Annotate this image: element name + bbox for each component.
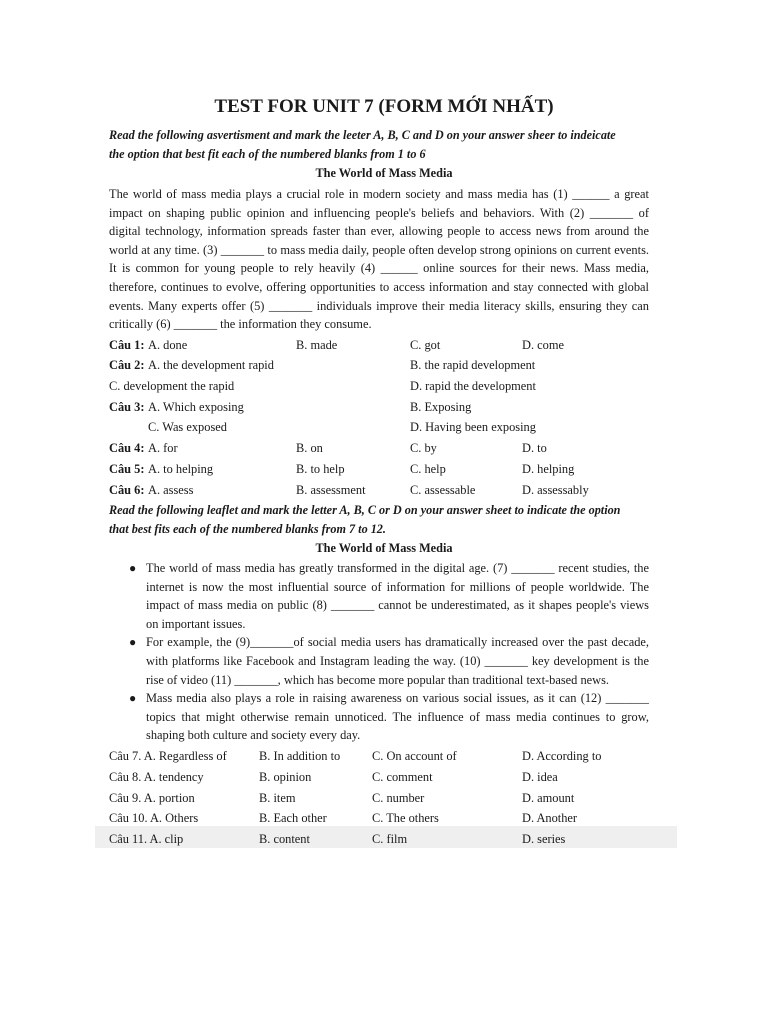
- option-b: B. assessment: [296, 483, 366, 497]
- option-b: B. Each other: [259, 811, 327, 825]
- question-label: Câu 6:: [109, 483, 145, 497]
- option-a: A. to helping: [148, 462, 214, 476]
- question-row: [109, 481, 669, 501]
- option-b: B. item: [259, 791, 296, 805]
- option-d: D. amount: [522, 791, 575, 805]
- option-c: C. number: [372, 791, 425, 805]
- option-c: C. Was exposed: [148, 420, 227, 434]
- question-label: Câu 4:: [109, 441, 145, 455]
- question-label: Câu 3:: [109, 400, 145, 414]
- option-a: Câu 10. A. Others: [109, 811, 199, 825]
- question-label: Câu 1:: [109, 338, 145, 352]
- option-d: D. Another: [522, 811, 578, 825]
- question-row: [109, 460, 669, 480]
- question-row: [109, 398, 669, 418]
- option-d: D. come: [522, 338, 564, 352]
- list-item: [109, 633, 649, 689]
- bullet-icon: ●: [129, 691, 137, 706]
- option-a: Câu 7. A. Regardless of: [109, 749, 227, 763]
- option-b: B. the rapid development: [410, 358, 536, 372]
- option-d: D. assessably: [522, 483, 589, 497]
- list-item: [109, 559, 649, 633]
- option-a: Câu 11. A. clip: [109, 832, 184, 846]
- bullet-text: For example, the (9)_______of social media users has dramatically increased over the past decade, with platforms like Facebook and Instagram leading the way. (10) _______ key development is the rise of video (11) _______, which has become more popular than traditional text-based news.: [146, 635, 649, 687]
- option-b: B. to help: [296, 462, 345, 476]
- option-b: B. content: [259, 832, 310, 846]
- question-row: [109, 768, 669, 788]
- section2-instruction-line1: Read the following leaflet and mark the letter A, B, C or D on your answer sheet to indicate the option: [109, 503, 621, 517]
- option-b: B. Exposing: [410, 400, 472, 414]
- option-c: C. film: [372, 832, 408, 846]
- section1-instruction-line1: Read the following asvertisment and mark the leeter A, B, C and D on your answer sheer to indeicate: [109, 128, 616, 142]
- document-title: TEST FOR UNIT 7 (FORM MỚI NHẤT): [214, 96, 554, 117]
- bullet-icon: ●: [129, 635, 137, 650]
- option-c: C. development the rapid: [109, 379, 235, 393]
- question-row: [109, 830, 669, 850]
- question-row: [109, 356, 669, 376]
- option-d: D. idea: [522, 770, 558, 784]
- option-d: D. Having been exposing: [410, 420, 536, 434]
- question-row: [109, 747, 669, 767]
- option-a: A. the development rapid: [148, 358, 274, 372]
- question-row: [109, 418, 669, 438]
- bullet-text: The world of mass media has greatly transformed in the digital age. (7) _______ recent studies, the internet is now the most influential source of information for millions of people worldwide. The impact of mass media on public (8) _______ cannot be underestimated, as it shapes people's views on important issues.: [146, 561, 649, 631]
- option-a: A. for: [148, 441, 178, 455]
- option-d: D. to: [522, 441, 547, 455]
- question-row: [109, 809, 669, 829]
- option-d: D. According to: [522, 749, 602, 763]
- option-b: B. made: [296, 338, 338, 352]
- option-a: A. Which exposing: [148, 400, 244, 414]
- option-c: C. On account of: [372, 749, 457, 763]
- section1-heading: The World of Mass Media: [315, 166, 453, 180]
- option-c: C. by: [410, 441, 437, 455]
- bullet-icon: ●: [129, 561, 137, 575]
- option-a: A. done: [148, 338, 188, 352]
- option-c: C. got: [410, 338, 441, 352]
- question-row: [109, 336, 669, 356]
- section2-instruction-line2: that best fits each of the numbered blanks from 7 to 12.: [109, 522, 386, 536]
- option-c: C. assessable: [410, 483, 476, 497]
- question-row: [109, 789, 669, 809]
- option-d: D. series: [522, 832, 566, 846]
- question-row: [109, 439, 669, 459]
- option-c: C. help: [410, 462, 446, 476]
- option-d: D. helping: [522, 462, 575, 476]
- list-item: [109, 689, 649, 745]
- section2-heading: The World of Mass Media: [315, 541, 453, 555]
- option-b: B. opinion: [259, 770, 312, 784]
- option-a: A. assess: [148, 483, 194, 497]
- section1-passage: The world of mass media plays a crucial role in modern society and mass media has (1) ______ a great impact on shaping public opinion and influencing people's beliefs and behaviors. With (2) _______ of digital technology, information spreads faster than ever, allowing people to access news from around the world at any time. (3) _______ to mass media daily, people often develop strong opinions on current events. It is common for young people to rely heavily (4) ______ online sources for their news. Mass media, therefore, continues to evolve, offering opportunities to access information and stay connected with global events. Many experts offer (5) _______ individuals improve their media literacy skills, ensuring they can critically (6) _______ the information they consume.: [109, 187, 649, 332]
- question-label: Câu 5:: [109, 462, 145, 476]
- question-label: Câu 2:: [109, 358, 145, 372]
- option-b: B. In addition to: [259, 749, 341, 763]
- bullet-list: [109, 559, 649, 745]
- question-row: [109, 377, 669, 397]
- option-c: C. comment: [372, 770, 433, 784]
- section1-instruction-line2: the option that best fit each of the numbered blanks from 1 to 6: [109, 147, 426, 161]
- option-c: C. The others: [372, 811, 439, 825]
- option-a: Câu 9. A. portion: [109, 791, 195, 805]
- option-d: D. rapid the development: [410, 379, 536, 393]
- bullet-text: Mass media also plays a role in raising awareness on various social issues, as it can (12) _______ topics that might otherwise remain unnoticed. The influence of mass media continues to grow, shaping both culture and society every day.: [146, 691, 649, 743]
- option-a: Câu 8. A. tendency: [109, 770, 204, 784]
- option-b: B. on: [296, 441, 323, 455]
